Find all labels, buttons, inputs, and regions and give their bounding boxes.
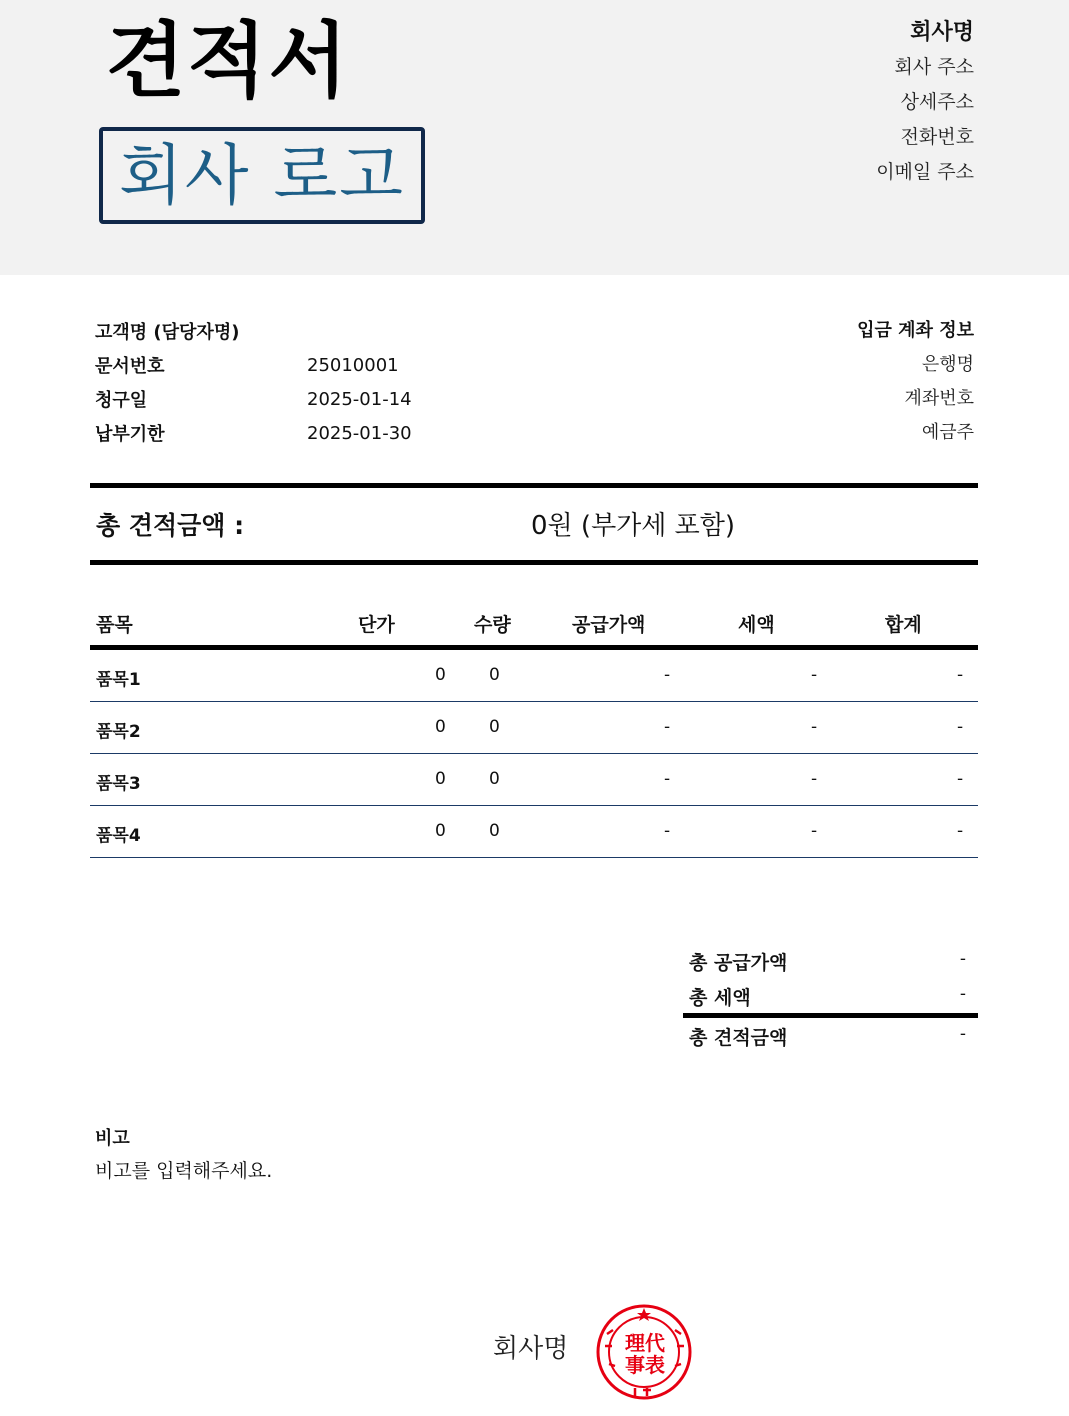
bill-date-value: 2025-01-14	[307, 388, 412, 410]
table-row	[90, 806, 978, 858]
item-total: -	[957, 821, 964, 841]
bill-date-row	[95, 382, 412, 416]
total-amount-label: 총 견적금액 :	[96, 511, 245, 540]
notes-text: 비고를 입력해주세요.	[95, 1160, 273, 1182]
seal-char: 理	[625, 1331, 645, 1355]
document-title: 견적서	[106, 14, 350, 109]
company-logo-placeholder	[99, 127, 425, 224]
item-supply-amount: -	[664, 821, 671, 841]
seal-char: 代	[645, 1331, 665, 1355]
item-unit-price: 0	[435, 717, 446, 737]
summary-total-label: 총 견적금액	[689, 1027, 788, 1049]
summary-supply-value: -	[959, 949, 966, 969]
doc-number-value: 25010001	[307, 354, 399, 376]
company-email: 이메일 주소	[876, 161, 974, 183]
col-header-total: 합계	[885, 614, 922, 636]
table-row	[90, 650, 978, 702]
company-address: 회사 주소	[894, 56, 974, 78]
item-unit-price: 0	[435, 665, 446, 685]
col-header-supply-amount: 공급가액	[572, 614, 646, 636]
due-date-row	[95, 416, 412, 450]
logo-text: 회사 로고	[118, 136, 405, 214]
items-table-header	[90, 600, 978, 650]
item-tax: -	[811, 717, 818, 737]
item-tax: -	[811, 769, 818, 789]
total-amount-value: 0원 (부가세 포함)	[531, 511, 736, 541]
item-unit-price: 0	[435, 821, 446, 841]
table-row	[90, 702, 978, 754]
item-total: -	[957, 665, 964, 685]
col-header-unit-price: 단가	[358, 614, 395, 636]
notes-section	[95, 1125, 272, 1189]
due-date-value: 2025-01-30	[307, 422, 412, 444]
item-quantity: 0	[489, 665, 500, 685]
company-name: 회사명	[910, 20, 974, 45]
item-name: 품목1	[96, 670, 141, 690]
account-number: 계좌번호	[904, 388, 974, 409]
company-address-detail: 상세주소	[900, 91, 974, 113]
summary-total-value: -	[959, 1024, 966, 1044]
item-supply-amount: -	[664, 769, 671, 789]
item-tax: -	[811, 821, 818, 841]
items-table	[90, 600, 978, 858]
summary-total-row	[683, 1013, 978, 1053]
col-header-tax: 세액	[738, 614, 775, 636]
summary-tax-value: -	[959, 984, 966, 1004]
due-date-label: 납부기한	[95, 424, 165, 445]
notes-title: 비고	[95, 1128, 130, 1149]
item-total: -	[957, 769, 964, 789]
col-header-item: 품목	[96, 614, 133, 636]
seal-char: 表	[645, 1353, 665, 1377]
summary-block	[683, 943, 978, 1053]
item-name: 품목3	[96, 774, 141, 794]
col-header-quantity: 수량	[474, 614, 511, 636]
summary-tax-label: 총 세액	[689, 987, 751, 1009]
bank-info	[857, 314, 974, 450]
summary-supply-label: 총 공급가액	[689, 952, 788, 974]
company-info	[876, 16, 974, 190]
client-info	[95, 314, 412, 450]
header-band	[0, 0, 1069, 275]
client-name: 고객명 (담당자명)	[95, 322, 240, 343]
item-name: 품목2	[96, 722, 141, 742]
item-total: -	[957, 717, 964, 737]
item-unit-price: 0	[435, 769, 446, 789]
summary-supply-row	[683, 943, 978, 978]
summary-tax-row	[683, 978, 978, 1013]
item-quantity: 0	[489, 769, 500, 789]
table-row	[90, 754, 978, 806]
account-holder: 예금주	[921, 422, 974, 443]
doc-number-row	[95, 348, 412, 382]
total-amount-box	[90, 483, 978, 565]
bank-info-title: 입금 계좌 정보	[857, 320, 974, 341]
footer-company-name: 회사명	[493, 1334, 569, 1364]
client-name-row	[95, 314, 412, 348]
company-phone: 전화번호	[900, 126, 974, 148]
item-name: 품목4	[96, 826, 141, 846]
bank-name: 은행명	[921, 354, 974, 375]
item-quantity: 0	[489, 717, 500, 737]
bill-date-label: 청구일	[95, 390, 148, 411]
item-supply-amount: -	[664, 717, 671, 737]
seal-char: 事	[625, 1353, 645, 1377]
doc-number-label: 문서번호	[95, 356, 165, 377]
company-seal-stamp	[591, 1302, 697, 1400]
item-tax: -	[811, 665, 818, 685]
item-quantity: 0	[489, 821, 500, 841]
item-supply-amount: -	[664, 665, 671, 685]
